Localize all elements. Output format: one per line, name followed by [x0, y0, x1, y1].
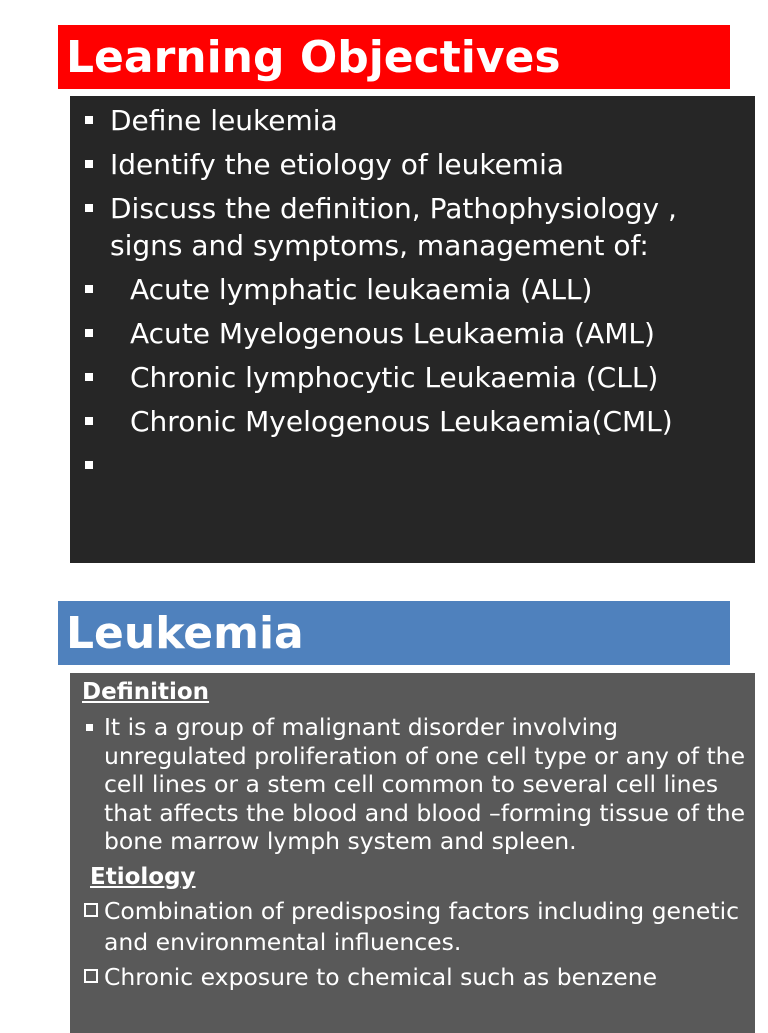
square-bullet-icon	[85, 373, 93, 381]
definition-heading: Definition	[82, 679, 210, 705]
leukemia-panel	[70, 673, 755, 1033]
objectives-panel	[70, 96, 755, 563]
square-bullet-icon	[85, 160, 93, 168]
learning-objectives-banner	[58, 25, 730, 89]
etiology-item: Combination of predisposing factors including genetic and environmental influences.	[82, 896, 755, 958]
square-bullet-icon	[85, 329, 93, 337]
square-bullet-icon	[86, 724, 93, 731]
objective-item: Acute lymphatic leukaemia (ALL)	[84, 271, 755, 308]
checkbox-bullet-icon	[84, 969, 98, 983]
square-bullet-icon	[85, 461, 93, 469]
objective-item: Chronic Myelogenous Leukaemia(CML)	[84, 403, 755, 440]
learning-objectives-title: Learning Objectives	[66, 31, 561, 83]
objective-item: Identify the etiology of leukemia	[84, 146, 755, 183]
etiology-item: Chronic exposure to chemical such as benzene	[82, 962, 755, 993]
square-bullet-icon	[85, 285, 93, 293]
objective-item: Discuss the definition, Pathophysiology , signs and symptoms, management of:	[84, 190, 755, 264]
square-bullet-icon	[85, 116, 93, 124]
objective-item: Chronic lymphocytic Leukaemia (CLL)	[84, 359, 755, 396]
leukemia-title: Leukemia	[66, 607, 304, 659]
square-bullet-icon	[85, 417, 93, 425]
etiology-heading: Etiology	[90, 863, 196, 890]
definition-text: It is a group of malignant disorder involving unregulated proliferation of one cell type or any of the cell lines or a stem cell common to several cell lines that affects the blood and blood –forming tissue of the bone marrow lymph system and spleen.	[104, 713, 746, 855]
objectives-list	[84, 102, 755, 440]
square-bullet-icon	[85, 204, 93, 212]
checkbox-bullet-icon	[84, 903, 98, 917]
definition-item	[82, 713, 755, 856]
objective-item: Acute Myelogenous Leukaemia (AML)	[84, 315, 755, 352]
leukemia-banner	[58, 601, 730, 665]
objective-item: Define leukemia	[84, 102, 755, 139]
